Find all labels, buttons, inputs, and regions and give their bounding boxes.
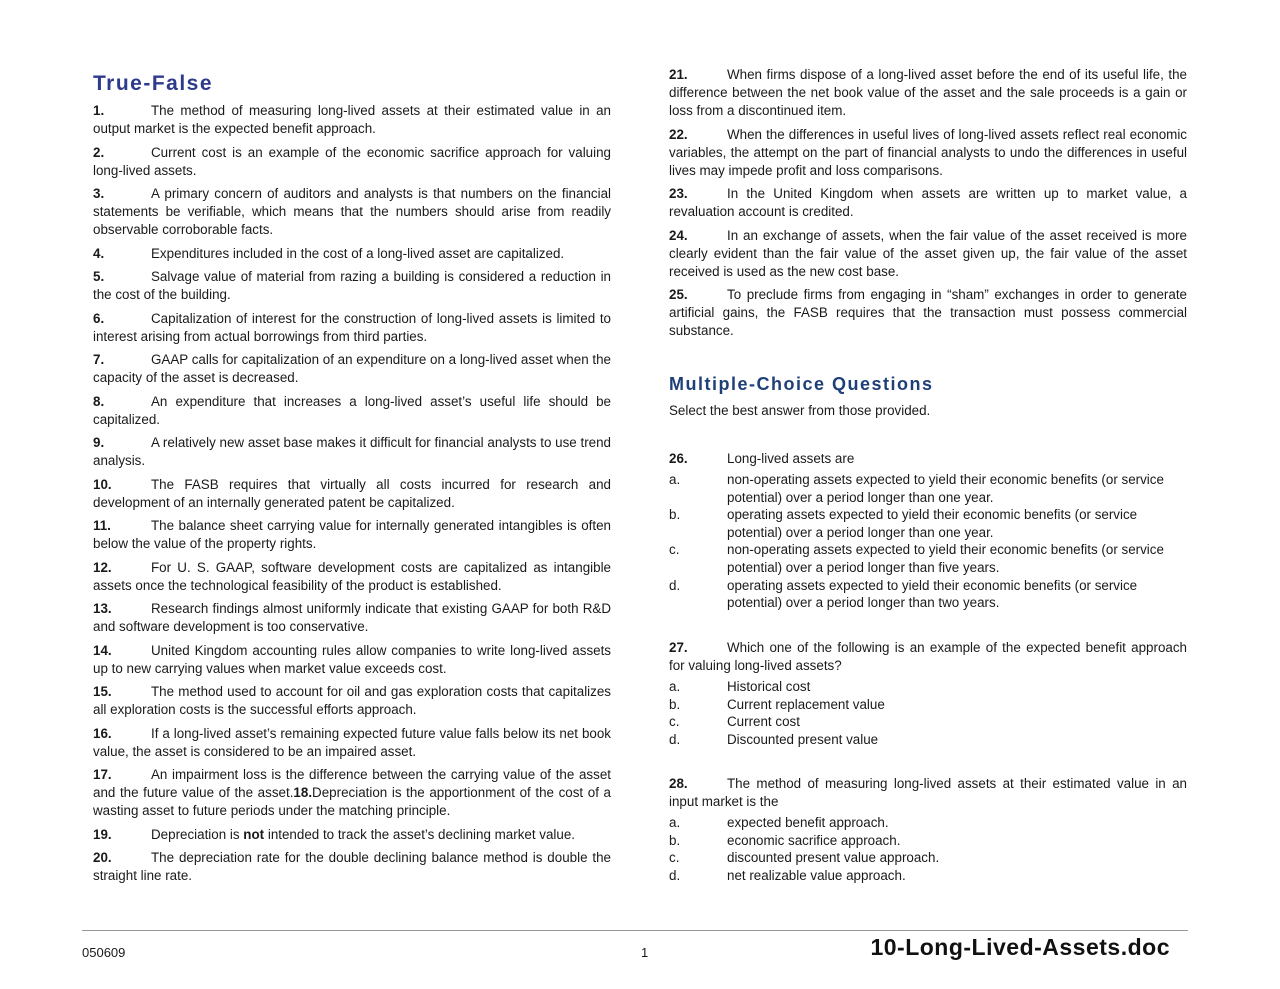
question-text: For U. S. GAAP, software development costs are capitalized as intangible assets once the technological feasibility of the product is established. <box>93 559 611 593</box>
question-22 <box>669 126 1187 180</box>
question-number: 2. <box>93 144 105 160</box>
question-3 <box>93 185 611 239</box>
emphasis-text: not <box>243 826 265 842</box>
option-text: discounted present value approach. <box>727 850 940 866</box>
question-number: 26. <box>669 451 688 466</box>
question-10 <box>93 476 611 512</box>
question-number: 3. <box>93 186 105 201</box>
question-number: 1. <box>93 103 105 118</box>
footer-filename: 10-Long-Lived-Assets.doc <box>870 934 1170 960</box>
option-text: economic sacrifice approach. <box>727 832 901 848</box>
question-23 <box>669 185 1187 221</box>
question-number: 21. <box>669 67 688 82</box>
option-c <box>669 713 1187 731</box>
question-number: 23. <box>669 186 688 201</box>
option-d <box>669 731 1187 749</box>
option-letter: b. <box>669 507 681 523</box>
question-number: 12. <box>93 559 112 575</box>
question-19 <box>93 826 611 844</box>
question-text: In the United Kingdom when assets are written up to market value, a revaluation account is credited. <box>669 186 1187 219</box>
page-number: 1 <box>641 945 649 960</box>
option-letter: c. <box>669 850 680 866</box>
option-letter: a. <box>669 679 681 694</box>
question-9 <box>93 434 611 470</box>
question-number: 27. <box>669 640 688 655</box>
question-text: Which one of the following is an example of the expected benefit approach for valuing long-lived assets? <box>669 640 1187 673</box>
question-17 <box>93 766 611 820</box>
footer-divider <box>82 930 1188 931</box>
question-12 <box>93 559 611 595</box>
question-text: The method of measuring long-lived assets at their estimated value in an input market is the <box>669 776 1187 809</box>
question-number: 28. <box>669 776 688 791</box>
question-text: In an exchange of assets, when the fair value of the asset received is more clearly evident than the fair value of the asset given up, the fair value of the asset received is used as the new cost base. <box>669 227 1187 279</box>
question-text: Expenditures included in the cost of a long-lived asset are capitalized. <box>151 245 565 261</box>
question-1 <box>93 102 611 138</box>
option-b <box>669 506 1187 541</box>
question-number: 10. <box>93 476 112 492</box>
question-6 <box>93 310 611 346</box>
question-stem <box>669 639 1187 675</box>
question-text-inline: Depreciation is the apportionment of the cost of a wasting asset to future periods under the matching principle. <box>93 785 611 818</box>
option-letter: d. <box>669 577 681 593</box>
option-letter: a. <box>669 815 681 830</box>
question-13 <box>93 600 611 636</box>
question-27 <box>669 639 1187 748</box>
multiple-choice-heading: Multiple-Choice Questions <box>669 374 934 394</box>
question-15 <box>93 683 611 719</box>
option-text: non-operating assets expected to yield their economic benefits (or service potential) over a period longer than one year. <box>727 472 1164 505</box>
option-d <box>669 577 1187 612</box>
option-d <box>669 867 1187 885</box>
option-letter: d. <box>669 731 681 747</box>
question-text: intended to track the asset’s declining market value. <box>264 826 576 842</box>
question-number: 24. <box>669 227 688 243</box>
option-text: operating assets expected to yield their economic benefits (or service potential) over a period longer than two years. <box>727 577 1138 611</box>
footer-date: 050609 <box>82 945 126 960</box>
question-number-inline: 18. <box>293 785 313 800</box>
question-20 <box>93 849 611 885</box>
question-number: 9. <box>93 435 105 450</box>
question-text: Capitalization of interest for the construction of long-lived assets is limited to interest arising from actual borrowings from third parties. <box>93 310 611 344</box>
option-letter: c. <box>669 542 680 558</box>
question-text: The method of measuring long-lived assets at their estimated value in an output market is the expected benefit approach. <box>93 103 611 136</box>
option-a <box>669 814 1187 832</box>
option-c <box>669 849 1187 867</box>
question-number: 11. <box>93 518 111 533</box>
question-text: United Kingdom accounting rules allow companies to write long-lived assets up to new carrying values when market value exceeds cost. <box>93 642 611 676</box>
question-8 <box>93 393 611 429</box>
option-text: expected benefit approach. <box>727 815 889 830</box>
question-stem <box>669 775 1187 811</box>
question-text: The balance sheet carrying value for internally generated intangibles is often below the value of the property rights. <box>93 518 611 551</box>
question-text: When firms dispose of a long-lived asset before the end of its useful life, the difference between the net book value of the asset and the sale proceeds is a gain or loss from a discontinued item. <box>669 67 1187 118</box>
question-number: 16. <box>93 725 112 741</box>
question-number: 19. <box>93 826 112 842</box>
question-number: 7. <box>93 352 105 367</box>
question-number: 4. <box>93 245 105 261</box>
question-11 <box>93 517 611 553</box>
question-text: A relatively new asset base makes it difficult for financial analysts to use trend analysis. <box>93 435 611 468</box>
question-21 <box>669 66 1187 120</box>
question-2 <box>93 144 611 180</box>
question-number: 17. <box>93 767 112 782</box>
question-28 <box>669 775 1187 884</box>
question-number: 13. <box>93 601 112 616</box>
question-number: 8. <box>93 393 105 409</box>
option-c <box>669 541 1187 576</box>
option-text: operating assets expected to yield their economic benefits (or service potential) over a period longer than one year. <box>727 507 1138 540</box>
question-text: The method used to account for oil and gas exploration costs that capitalizes all exploration costs is the successful efforts approach. <box>93 684 611 717</box>
question-number: 22. <box>669 126 688 142</box>
option-text: net realizable value approach. <box>727 867 906 883</box>
multiple-choice-instruction: Select the best answer from those provided. <box>669 403 931 418</box>
option-b <box>669 832 1187 850</box>
question-text: An impairment loss is the difference between the carrying value of the asset and the future value of the asset. <box>93 767 611 800</box>
question-number: 20. <box>93 850 112 865</box>
option-text: Historical cost <box>727 679 811 694</box>
question-text: Depreciation is <box>151 826 244 842</box>
question-number: 25. <box>669 287 688 302</box>
question-text: To preclude firms from engaging in “sham” exchanges in order to generate artificial gains, the FASB requires that the transaction must possess commercial substance. <box>669 287 1187 338</box>
question-text: GAAP calls for capitalization of an expenditure on a long-lived asset when the capacity of the asset is decreased. <box>93 352 611 385</box>
option-text: Current replacement value <box>727 696 885 712</box>
question-text: When the differences in useful lives of long-lived assets reflect real economic variables, the attempt on the part of financial analysts to undo the differences in useful lives may impede profit and loss comparisons. <box>669 126 1187 178</box>
option-letter: b. <box>669 696 681 712</box>
option-letter: c. <box>669 714 680 730</box>
question-text: Salvage value of material from razing a building is considered a reduction in the cost of the building. <box>93 269 611 302</box>
question-text: The FASB requires that virtually all costs incurred for research and development of an internally generated patent be capitalized. <box>93 476 611 510</box>
question-25 <box>669 286 1187 340</box>
question-7 <box>93 351 611 387</box>
question-number: 6. <box>93 310 105 326</box>
question-text: A primary concern of auditors and analysts is that numbers on the financial statements be verifiable, which means that the numbers should arise from readily observable corroborable facts. <box>93 186 611 237</box>
question-text: If a long-lived asset’s remaining expected future value falls below its net book value, the asset is considered to be an impaired asset. <box>93 725 611 759</box>
option-letter: a. <box>669 472 681 487</box>
option-text: Current cost <box>727 714 800 730</box>
option-letter: d. <box>669 867 681 883</box>
question-number: 5. <box>93 269 105 284</box>
question-14 <box>93 642 611 678</box>
option-letter: b. <box>669 832 681 848</box>
option-a <box>669 471 1187 506</box>
question-text: The depreciation rate for the double declining balance method is double the straight line rate. <box>93 850 611 883</box>
question-text: An expenditure that increases a long-lived asset’s useful life should be capitalized. <box>93 393 611 427</box>
question-26 <box>669 450 1187 612</box>
question-number: 14. <box>93 642 112 658</box>
option-text: Discounted present value <box>727 731 879 747</box>
question-4 <box>93 245 611 263</box>
question-text: Long-lived assets are <box>727 451 855 466</box>
option-text: non-operating assets expected to yield their economic benefits (or service potential) over a period longer than five years. <box>727 542 1164 575</box>
question-number: 15. <box>93 684 112 699</box>
true-false-heading: True-False <box>93 72 214 95</box>
question-16 <box>93 725 611 761</box>
question-text: Research findings almost uniformly indicate that existing GAAP for both R&D and software development is too conservative. <box>93 601 611 634</box>
question-5 <box>93 268 611 304</box>
question-text: Current cost is an example of the economic sacrifice approach for valuing long-lived assets. <box>93 144 611 178</box>
true-false-list <box>93 102 611 891</box>
question-24 <box>669 227 1187 281</box>
question-stem <box>669 450 1187 468</box>
option-b <box>669 696 1187 714</box>
true-false-list-continued <box>669 66 1187 346</box>
option-a <box>669 678 1187 696</box>
